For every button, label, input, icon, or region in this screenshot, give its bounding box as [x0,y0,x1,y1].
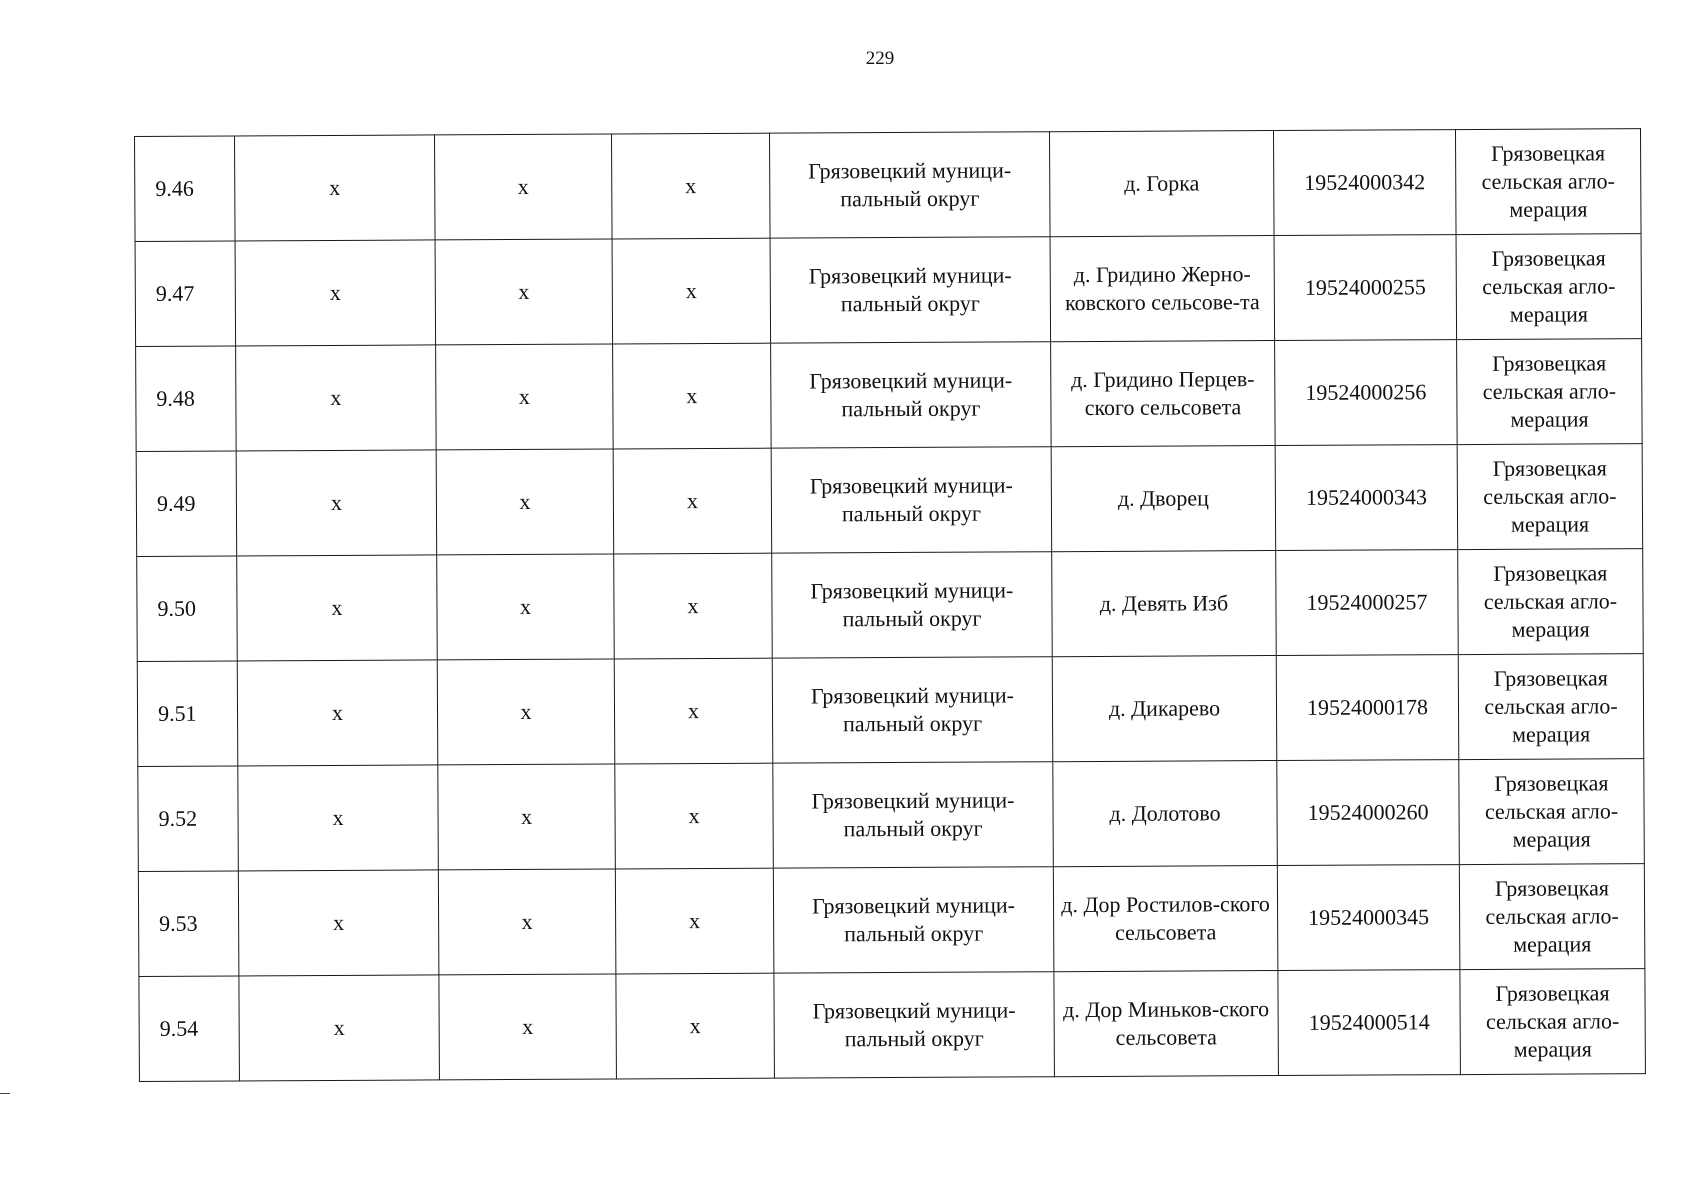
row-number-cell: 9.51 [137,661,238,767]
agglomeration-cell: Грязовецкая сельская агло-мерация [1456,234,1642,340]
row-number-cell: 9.46 [135,136,236,242]
settlement-cell: д. Дор Ростилов-ского сельсовета [1053,866,1278,972]
settlement-cell: д. Дворец [1051,446,1276,552]
settlement-cell: д. Горка [1049,131,1274,237]
table-row [135,129,1642,242]
settlement-cell: д. Гридино Перцев-ского сельсовета [1051,341,1276,447]
oktmo-code-cell: 19524000255 [1274,235,1457,341]
row-number-cell: 9.48 [136,346,237,452]
column-3-cell: х [613,343,772,449]
column-1-cell: х [238,870,439,976]
margin-mark [0,1093,10,1094]
column-1-cell: х [235,240,436,346]
district-cell: Грязовецкий муници-пальный округ [773,867,1054,973]
oktmo-code-cell: 19524000260 [1277,760,1460,866]
column-3-cell: х [612,238,771,344]
column-2-cell: х [434,134,612,240]
settlements-table [134,128,1646,1082]
agglomeration-cell: Грязовецкая сельская агло-мерация [1459,864,1645,970]
oktmo-code-cell: 19524000343 [1275,445,1458,551]
column-3-cell: х [613,448,772,554]
column-1-cell: х [236,345,437,451]
settlement-cell: д. Долотово [1053,761,1278,867]
oktmo-code-cell: 19524000178 [1276,655,1459,761]
column-2-cell: х [439,974,617,1080]
table-row [139,969,1646,1082]
column-3-cell: х [614,658,773,764]
column-2-cell: х [437,659,615,765]
table-body [135,129,1646,1082]
district-cell: Грязовецкий муници-пальный округ [771,342,1052,448]
column-1-cell: х [237,660,438,766]
column-2-cell: х [437,554,615,660]
column-1-cell: х [237,555,438,661]
column-3-cell: х [615,868,774,974]
table-row [136,339,1643,452]
oktmo-code-cell: 19524000514 [1278,970,1461,1076]
table-row [137,549,1644,662]
table-row [135,234,1642,347]
column-1-cell: х [235,135,436,241]
row-number-cell: 9.50 [137,556,238,662]
column-1-cell: х [236,450,437,556]
oktmo-code-cell: 19524000257 [1276,550,1459,656]
oktmo-code-cell: 19524000345 [1277,865,1460,971]
row-number-cell: 9.49 [136,451,237,557]
agglomeration-cell: Грязовецкая сельская агло-мерация [1457,339,1643,445]
row-number-cell: 9.52 [138,766,239,872]
district-cell: Грязовецкий муници-пальный округ [773,762,1054,868]
column-3-cell: х [616,973,775,1079]
column-2-cell: х [438,764,616,870]
page-number: 229 [865,48,895,69]
oktmo-code-cell: 19524000256 [1275,340,1458,446]
district-cell: Грязовецкий муници-пальный округ [769,132,1050,238]
table-row [136,444,1643,557]
column-2-cell: х [435,239,613,345]
column-3-cell: х [614,553,773,659]
district-cell: Грязовецкий муници-пальный округ [772,552,1053,658]
table-row [138,759,1645,872]
agglomeration-cell: Грязовецкая сельская агло-мерация [1459,759,1645,865]
table-row [137,654,1644,767]
settlement-cell: д. Дикарево [1052,656,1277,762]
column-2-cell: х [436,344,614,450]
district-cell: Грязовецкий муници-пальный округ [774,972,1055,1078]
agglomeration-cell: Грязовецкая сельская агло-мерация [1458,549,1644,655]
column-1-cell: х [239,975,440,1081]
row-number-cell: 9.53 [138,871,239,977]
column-3-cell: х [611,133,770,239]
oktmo-code-cell: 19524000342 [1273,130,1456,236]
column-2-cell: х [436,449,614,555]
column-3-cell: х [615,763,774,869]
row-number-cell: 9.54 [139,976,240,1082]
column-2-cell: х [438,869,616,975]
table-row [138,864,1645,977]
settlement-cell: д. Гридино Жерно-ковского сельсове-та [1050,236,1275,342]
column-1-cell: х [238,765,439,871]
agglomeration-cell: Грязовецкая сельская агло-мерация [1458,654,1644,760]
agglomeration-cell: Грязовецкая сельская агло-мерация [1460,969,1646,1075]
agglomeration-cell: Грязовецкая сельская агло-мерация [1455,129,1641,235]
settlement-cell: д. Девять Изб [1052,551,1277,657]
row-number-cell: 9.47 [135,241,236,347]
district-cell: Грязовецкий муници-пальный округ [772,657,1053,763]
district-cell: Грязовецкий муници-пальный округ [770,237,1051,343]
settlement-cell: д. Дор Миньков-ского сельсовета [1054,971,1279,1077]
agglomeration-cell: Грязовецкая сельская агло-мерация [1457,444,1643,550]
district-cell: Грязовецкий муници-пальный округ [771,447,1052,553]
